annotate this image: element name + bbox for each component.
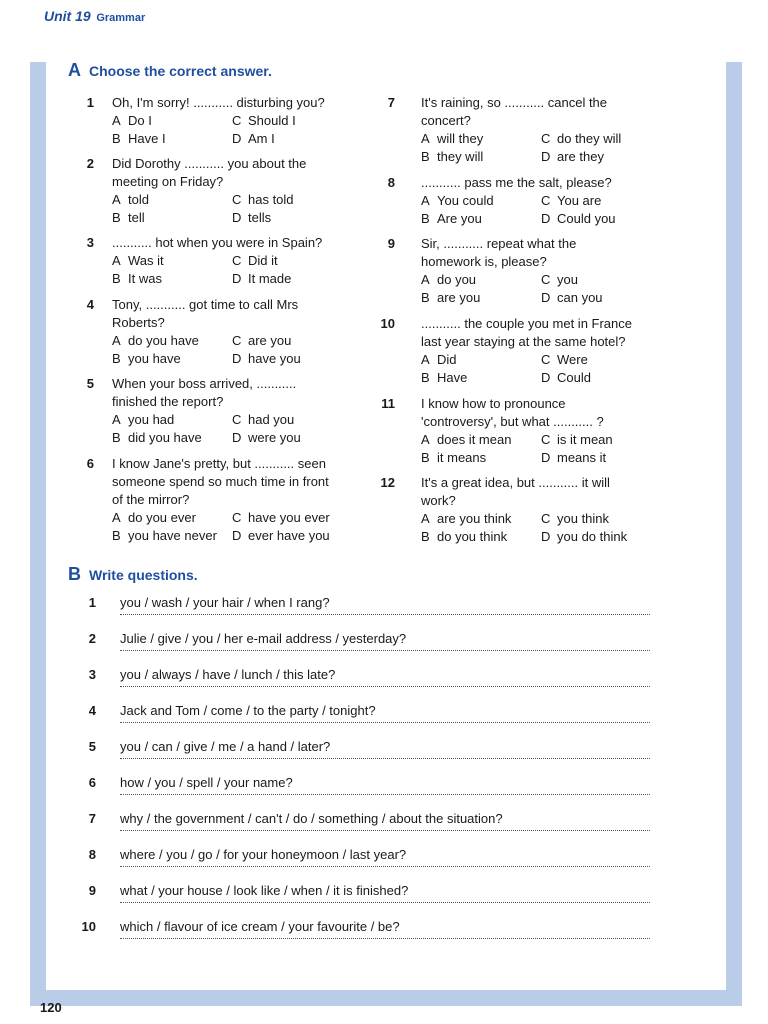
question-number: 8 [88, 847, 96, 862]
answer-line[interactable] [120, 794, 650, 795]
question-number: 3 [88, 667, 96, 682]
option-c[interactable]: C you think [541, 511, 610, 526]
section-a-letter: A [68, 60, 81, 80]
option-d[interactable]: D It made [232, 271, 292, 286]
answer-line[interactable] [120, 722, 650, 723]
option-c[interactable]: C is it mean [541, 432, 613, 447]
section-a-title: Choose the correct answer. [89, 63, 272, 79]
option-c[interactable]: C had you [232, 412, 295, 427]
option-d[interactable]: D have you [232, 351, 301, 366]
option-a[interactable]: A Do I [112, 113, 152, 128]
option-a[interactable]: A does it mean [421, 432, 512, 447]
question-prompt: you / wash / your hair / when I rang? [120, 595, 330, 610]
option-c[interactable]: C You are [541, 193, 602, 208]
answer-line[interactable] [120, 650, 650, 651]
answer-line[interactable] [120, 938, 650, 939]
answer-line[interactable] [120, 686, 650, 687]
question-prompt: how / you / spell / your name? [120, 775, 293, 790]
question-number: 2 [88, 631, 96, 646]
answer-line[interactable] [120, 758, 650, 759]
option-b[interactable]: B they will [421, 149, 484, 164]
question-stem: Tony, ........... got time to call Mrs Roberts? [112, 297, 299, 330]
unit-header [44, 8, 145, 24]
question-stem: ........... the couple you met in France last year staying at the same hotel? [421, 316, 632, 349]
unit-subject: Grammar [96, 12, 146, 24]
option-c[interactable]: C has told [232, 192, 294, 207]
option-a[interactable]: A You could [421, 193, 494, 208]
option-b[interactable]: B it means [421, 450, 487, 465]
option-a[interactable]: A do you [421, 272, 477, 287]
option-d[interactable]: D are they [541, 149, 604, 164]
option-b[interactable]: B do you think [421, 529, 508, 544]
option-a[interactable]: A Was it [112, 253, 164, 268]
question-prompt: which / flavour of ice cream / your favourite / be? [120, 919, 400, 934]
question-stem: ........... pass me the salt, please? [421, 175, 612, 190]
question-number: 4 [88, 703, 96, 718]
option-d[interactable]: D can you [541, 290, 603, 305]
option-a[interactable]: A Did [421, 352, 457, 367]
section-b-title: Write questions. [89, 567, 198, 583]
question-number: 1 [86, 95, 94, 110]
option-d[interactable]: D Could [541, 370, 591, 385]
question-prompt: you / can / give / me / a hand / later? [120, 739, 331, 754]
option-d[interactable]: D tells [232, 210, 272, 225]
question-stem: Did Dorothy ........... you about the meeting on Friday? [112, 156, 307, 189]
option-d[interactable]: D Am I [232, 131, 275, 146]
question-stem: It's raining, so ........... cancel the concert? [421, 95, 608, 128]
question-number: 10 [81, 919, 96, 934]
option-b[interactable]: B Are you [421, 211, 482, 226]
option-b[interactable]: B you have never [112, 528, 217, 543]
option-c[interactable]: C Were [541, 352, 588, 367]
option-a[interactable]: A do you ever [112, 510, 196, 525]
option-a[interactable]: A are you think [421, 511, 512, 526]
question-prompt: Julie / give / you / her e-mail address / yesterday? [120, 631, 407, 646]
question-stem: Sir, ........... repeat what the homework is, please? [421, 236, 577, 269]
option-c[interactable]: C do they will [541, 131, 622, 146]
question-number: 9 [387, 236, 395, 251]
option-c[interactable]: C you [541, 272, 578, 287]
question-number: 7 [387, 95, 395, 110]
question-number: 5 [88, 739, 96, 754]
option-b[interactable]: B tell [112, 210, 145, 225]
section-a-heading [68, 60, 272, 81]
question-number: 11 [381, 396, 395, 411]
option-b[interactable]: B are you [421, 290, 481, 305]
answer-line[interactable] [120, 866, 650, 867]
option-b[interactable]: B you have [112, 351, 181, 366]
option-a[interactable]: A told [112, 192, 149, 207]
option-c[interactable]: C Did it [232, 253, 278, 268]
question-number: 2 [86, 156, 94, 171]
question-prompt: you / always / have / lunch / this late? [120, 667, 336, 682]
option-a[interactable]: A will they [421, 131, 484, 146]
question-number: 7 [88, 811, 96, 826]
question-number: 4 [86, 297, 94, 312]
unit-title: Unit 19 [44, 8, 91, 24]
option-d[interactable]: D Could you [541, 211, 616, 226]
answer-line[interactable] [120, 614, 650, 615]
question-number: 9 [88, 883, 96, 898]
question-number: 12 [380, 475, 395, 490]
page-number: 120 [40, 1000, 62, 1015]
option-b[interactable]: B Have [421, 370, 468, 385]
option-a[interactable]: A do you have [112, 333, 199, 348]
question-number: 1 [88, 595, 96, 610]
option-b[interactable]: B did you have [112, 430, 202, 445]
question-prompt: what / your house / look like / when / it is finished? [120, 883, 409, 898]
option-b[interactable]: B It was [112, 271, 162, 286]
option-d[interactable]: D you do think [541, 529, 628, 544]
question-stem: Oh, I'm sorry! ........... disturbing you? [112, 95, 325, 110]
question-prompt: Jack and Tom / come / to the party / tonight? [120, 703, 376, 718]
option-c[interactable]: C have you ever [232, 510, 330, 525]
question-prompt: where / you / go / for your honeymoon / last year? [120, 847, 407, 862]
option-c[interactable]: C are you [232, 333, 292, 348]
question-stem: When your boss arrived, ........... finished the report? [112, 376, 297, 409]
answer-line[interactable] [120, 902, 650, 903]
option-d[interactable]: D were you [232, 430, 301, 445]
question-prompt: why / the government / can't / do / something / about the situation? [120, 811, 503, 826]
question-stem: I know how to pronounce 'controversy', but what ........... ? [421, 396, 604, 429]
question-stem: It's a great idea, but ........... it will work? [421, 475, 610, 508]
question-number: 5 [86, 376, 94, 391]
section-b-letter: B [68, 564, 81, 584]
option-d[interactable]: D means it [541, 450, 607, 465]
question-number: 3 [86, 235, 94, 250]
question-number: 8 [387, 175, 395, 190]
option-a[interactable]: A you had [112, 412, 175, 427]
option-c[interactable]: C Should I [232, 113, 296, 128]
question-number: 6 [88, 775, 96, 790]
option-d[interactable]: D ever have you [232, 528, 330, 543]
question-stem: ........... hot when you were in Spain? [112, 235, 323, 250]
question-number: 10 [380, 316, 395, 331]
option-b[interactable]: B Have I [112, 131, 166, 146]
section-b-heading [68, 564, 198, 585]
question-number: 6 [86, 456, 94, 471]
answer-line[interactable] [120, 830, 650, 831]
question-stem: I know Jane's pretty, but ........... seen someone spend so much time in front of the mirror? [112, 456, 329, 507]
